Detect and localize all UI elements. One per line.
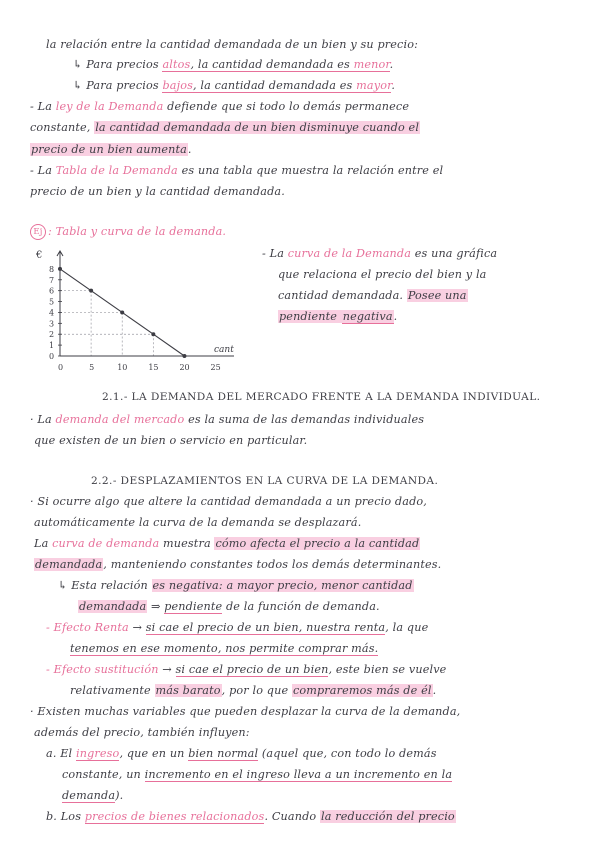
curve-explanation-line-1: [262, 246, 497, 261]
keyword-bajos: bajos: [162, 79, 193, 92]
underline-incremento: incremento en el ingreso lleva a un incremento en la: [144, 768, 453, 781]
curve-explanation-line-4: [278, 309, 397, 324]
term-curva-de-demanda: curva de demanda: [52, 537, 160, 550]
text: b. Los: [46, 810, 85, 823]
text: , que en un: [119, 747, 189, 760]
y-tick-label: 6: [49, 286, 55, 296]
curve-shows-line: [34, 536, 420, 551]
highlight-law: la cantidad demandada de un bien disminuye cuando el: [95, 121, 420, 134]
keyword-mayor: mayor: [356, 79, 392, 92]
highlight-law-end: precio de un bien aumenta: [31, 143, 187, 156]
term-tabla-de-la-demanda: Tabla de la Demanda: [55, 164, 178, 177]
highlight-reduccion-precio: la reducción del precio: [321, 810, 455, 823]
highlight-negativa: negativa: [342, 310, 393, 323]
text: constante,: [30, 121, 95, 134]
substitution-effect-line: [46, 662, 446, 677]
term-demanda-del-mercado: demanda del mercado: [55, 413, 185, 426]
text: →: [158, 663, 176, 676]
example-heading: [30, 224, 226, 240]
demand-table-line: [30, 163, 443, 178]
text: muestra: [159, 537, 215, 550]
arrow-text: .: [389, 58, 394, 71]
term-efecto-sustitucion: Efecto sustitución: [53, 663, 159, 676]
arrow-text: ↳ Para precios: [73, 79, 163, 92]
income-item-line-3: [62, 788, 123, 803]
underline-bien-normal: bien normal: [188, 747, 259, 760]
curve-explanation-line-3: [278, 288, 468, 303]
y-tick-label: 5: [49, 297, 55, 307]
underline-income-effect-2: tenemos en ese momento, nos permite comprar más.: [70, 642, 379, 655]
x-tick-label: 25: [210, 363, 221, 372]
text: , por lo que: [221, 684, 292, 697]
text: de la función de demanda.: [222, 600, 380, 613]
text: →: [128, 621, 146, 634]
highlight-posee-una: Posee una: [407, 289, 467, 302]
text: (aquel que, con todo lo demás: [258, 747, 437, 760]
x-tick-label: 20: [179, 363, 190, 372]
y-tick-label: 0: [49, 352, 55, 361]
demand-curve-point: [120, 310, 124, 314]
law-of-demand-line-3: [30, 142, 192, 157]
text: es una tabla que muestra la relación entre el: [177, 164, 444, 177]
y-tick-label: 2: [49, 330, 55, 340]
text: , manteniendo constantes todos los demás determinantes.: [103, 558, 442, 571]
demand-curve-point: [151, 332, 155, 336]
text: -: [46, 663, 54, 676]
demand-curve-chart: [34, 246, 244, 378]
text: - La: [30, 100, 56, 113]
highlight-demandada: demandada: [35, 558, 103, 571]
arrow-line-low-prices: [73, 78, 395, 93]
term-efecto-renta: Efecto Renta: [53, 621, 129, 634]
text: , este bien se vuelve: [328, 663, 447, 676]
income-item-line-2: [62, 767, 452, 782]
text: - La: [262, 247, 288, 260]
arrow-text: ↳ Para precios: [73, 58, 163, 71]
text: ↳ Esta relación: [58, 579, 152, 592]
law-of-demand-line: [30, 99, 409, 114]
text: es la suma de las demandas individuales: [184, 413, 425, 426]
related-goods-line: [46, 809, 456, 824]
y-tick-label: 3: [49, 319, 55, 329]
text: constante, un: [62, 768, 145, 781]
underline-demanda: demanda: [62, 789, 116, 802]
text: .: [187, 143, 192, 156]
arrow-text: , la cantidad demandada es: [193, 79, 357, 92]
demand-curve-point: [58, 267, 62, 271]
term-curva-de-la-demanda: curva de la Demanda: [287, 247, 412, 260]
shift-line-2: automáticamente la curva de la demanda se desplazará.: [34, 516, 362, 529]
section-2-1-heading: 2.1.- LA DEMANDA DEL MERCADO FRENTE A LA DEMANDA INDIVIDUAL.: [102, 391, 541, 403]
term-ley-de-la-demanda: ley de la Demanda: [55, 100, 164, 113]
y-tick-label: 4: [49, 308, 55, 318]
example-title: : Tabla y curva de la demanda.: [48, 225, 227, 238]
income-item-line: [46, 746, 437, 761]
text: defiende que si todo lo demás permanece: [163, 100, 410, 113]
demand-curve-point: [182, 354, 186, 358]
text: .: [393, 310, 398, 323]
text: , la que: [385, 621, 429, 634]
x-tick-label: 15: [148, 363, 159, 372]
variables-line-2: además del precio, también influyen:: [34, 726, 250, 739]
text: .: [432, 684, 437, 697]
y-tick-label: 1: [49, 341, 55, 351]
y-tick-label: 8: [49, 264, 55, 274]
text: relativamente: [70, 684, 155, 697]
text: -: [46, 621, 54, 634]
x-tick-label: 5: [89, 363, 95, 372]
x-axis-label: cant: [214, 345, 234, 355]
text: ⇒: [147, 600, 165, 613]
curve-explanation-line-2: que relaciona el precio del bien y la: [278, 268, 487, 281]
demand-curve-point: [89, 289, 93, 293]
highlight-mas-barato: más barato: [155, 684, 221, 697]
relation-line: [58, 578, 414, 593]
section-2-2-heading: 2.2.- DESPLAZAMIENTOS EN LA CURVA DE LA DEMANDA.: [91, 475, 439, 487]
text: . Cuando: [264, 810, 320, 823]
text: es una gráfica: [411, 247, 498, 260]
arrow-line-high-prices: [73, 57, 393, 72]
market-demand-line-2: que existen de un bien o servicio en particular.: [34, 434, 308, 447]
underline-income-effect: si cae el precio de un bien, nuestra renta: [145, 621, 386, 634]
x-tick-label: 0: [58, 363, 64, 372]
underline-pendiente: pendiente: [164, 600, 223, 613]
income-effect-line-2: [70, 641, 378, 656]
arrow-text: .: [391, 79, 396, 92]
income-effect-line: [46, 620, 428, 635]
underline-substitution: si cae el precio de un bien: [175, 663, 329, 676]
demand-table-line-2: precio de un bien y la cantidad demandada.: [30, 185, 285, 198]
shift-line-1: · Si ocurre algo que altere la cantidad demandada a un precio dado,: [30, 495, 427, 508]
substitution-effect-line-2: [70, 683, 436, 698]
term-ingreso: ingreso: [75, 747, 120, 760]
law-of-demand-line-2: [30, 120, 420, 135]
text: ).: [115, 789, 124, 802]
highlight-pendiente: pendiente: [279, 310, 341, 323]
y-axis-label: €: [36, 250, 43, 261]
highlight-demandada-2: demandada: [79, 600, 147, 613]
text: La: [34, 537, 53, 550]
y-tick-label: 7: [49, 275, 55, 285]
highlight-compraremos: compraremos más de él: [292, 684, 432, 697]
x-tick-label: 10: [117, 363, 128, 372]
text: a. El: [46, 747, 76, 760]
example-badge: Ej: [30, 224, 46, 240]
term-precios-bienes-relacionados: precios de bienes relacionados: [84, 810, 265, 823]
variables-line: · Existen muchas variables que pueden desplazar la curva de la demanda,: [30, 705, 461, 718]
curve-shows-line-2: [34, 557, 441, 572]
relation-line-2: [78, 599, 380, 614]
highlight-como-afecta: cómo afecta el precio a la cantidad: [215, 537, 420, 550]
intro-line: la relación entre la cantidad demandada de un bien y su precio:: [46, 38, 418, 51]
highlight-negative-relation: es negativa: a mayor precio, menor cantidad: [152, 579, 413, 592]
text: cantidad demandada.: [278, 289, 407, 302]
text: - La: [30, 164, 56, 177]
text: · La: [30, 413, 56, 426]
keyword-menor: menor: [353, 58, 390, 71]
arrow-text: , la cantidad demandada es: [190, 58, 354, 71]
market-demand-line: [30, 412, 424, 427]
keyword-altos: altos: [162, 58, 191, 71]
